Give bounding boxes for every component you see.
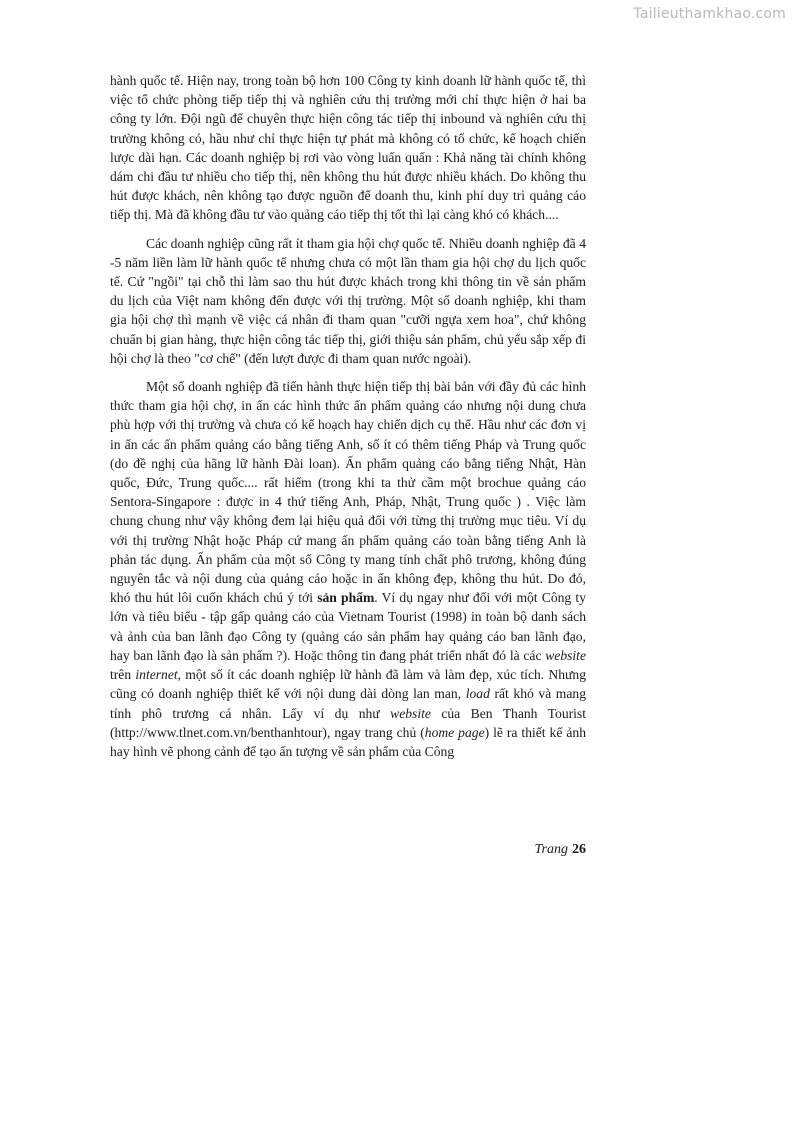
text-run: trên [110,667,136,683]
text-run: . Ví dụ ngay như đối với một Công ty lớn và tiêu biểu - tập gấp quảng cáo của Vietnam Tourist (1998) in toàn bộ danh sách và ảnh của ban lãnh đạo Công ty (quảng cáo sản phẩm hay quảng cáo ban lãnh đạo, hay ban lãnh đạo là sản phẩm ?). Hoặc thông tin đang phát triển nhất đó là các [110,590,586,663]
text-run: , một số ít các doanh nghiệp lữ hành đã làm và làm đẹp, xúc tích. Nhưng cũng có doanh nghiệp thiết kế với nội dung dài dòng lan man, [110,667,586,702]
italic-text: load [465,686,490,702]
bold-text: sản phẩm [317,590,375,606]
text-run: Một số doanh nghiệp đã tiến hành thực hiện tiếp thị bài bản với đầy đủ các hình thức tham gia hội chợ, in ấn các hình thức ấn phẩm quảng cáo nhưng nội dung chưa phù hợp với thị trường và chưa có kế hoạch hay chiến dịch cụ thể. Hầu như các đơn vị in ấn các ấn phẩm quảng cáo bằng tiếng Anh, số ít có thêm tiếng Pháp và Trung quốc (do đề nghị của hãng lữ hành Đài loan). Ấn phẩm quảng cáo bằng tiếng Nhật, Hàn quốc, Đức, Trung quốc.... rất hiếm (trong khi ta thử cầm một brochue quảng cáo Sentora-Singapore : được in 4 thứ tiếng Anh, Pháp, Nhật, Trung quốc ) . Việc làm chung chung như vậy không đem lại hiệu quả đối với từng thị trường mục tiêu. Ví dụ với thị trường Nhật hoặc Pháp cứ mang ấn phẩm quảng cáo toàn bằng tiếng Anh là phản tác dụng. Ấn phẩm của một số Công ty mang tính chất phô trương, không đúng nguyên tắc và nội dung của quảng cáo hoặc in ấn không đẹp, không thu hút. Do đó, khó thu hút lôi cuốn khách chú ý tới [110,379,586,606]
page-footer [535,842,586,858]
page-number: 26 [572,842,586,857]
text-run: hành quốc tế. Hiện nay, trong toàn bộ hơn 100 Công ty kinh doanh lữ hành quốc tế, thì việc tổ chức phòng tiếp tiếp thị và nghiên cứu thị trường mới chỉ thực hiện ở hai ba công ty lớn. Đội ngũ để chuyên thực hiện công tác tiếp thị inbound và nghiên cứu thị trường không có, hầu như chỉ thực hiện tự phát mà không có tổ chức, kế hoạch chiến lược dài hạn. Các doanh nghiệp bị rơi vào vòng luẩn quẩn : Khả năng tài chính không dám chi đầu tư nhiều cho tiếp thị, nên không thu hút được nhiều khách. Do không thu hút được khách, nên không tạo được nguồn để doanh thu, kinh phí duy trì quảng cáo tiếp thị. Mà đã không đầu tư vào quảng cáo tiếp thị tốt thì lại càng khó có khách.... [110,73,586,223]
italic-text: website [545,647,586,663]
paragraph [110,377,586,761]
italic-text: home page [424,724,485,740]
text-run: rất khó và mang tính phô trương cá nhân. Lấy ví dụ như [110,686,587,721]
page-label: Trang [534,842,568,857]
italic-text: website [390,705,431,721]
document-body [110,71,586,770]
watermark-text: Tailieuthamkhao.com [633,6,786,22]
text-run: của Ben Thanh Tourist (http://www.tlnet.com.vn/benthanhtour), ngay trang chủ ( [110,705,586,740]
paragraph [110,71,586,225]
text-run: ) lẽ ra thiết kế ảnh hay hình vẽ phong cảnh để tạo ấn tượng về sản phẩm của Công [110,724,586,759]
text-run: Các doanh nghiệp cũng rất ít tham gia hội chợ quốc tế. Nhiều doanh nghiệp đã 4 -5 năm liền làm lữ hành quốc tế nhưng chưa có một lần tham gia hội chợ du lịch quốc tế. Cứ "ngồi" tại chỗ thì làm sao thu hút được khách trong khi thông tin về sản phẩm du lịch của Việt nam không đến được với thị trường. Một số doanh nghiệp, khi tham gia hội chợ thì mạnh về việc cá nhân đi tham quan "cưỡi ngựa xem hoa", chứ không chuẩn bị gian hàng, thực hiện công tác tiếp thị, giới thiệu sản phẩm, chủ yếu sắp xếp đi hội chợ là theo "cơ chế" (đến lượt được đi tham quan nước ngoài). [110,235,586,366]
italic-text: internet [135,667,178,683]
paragraph [110,234,586,368]
